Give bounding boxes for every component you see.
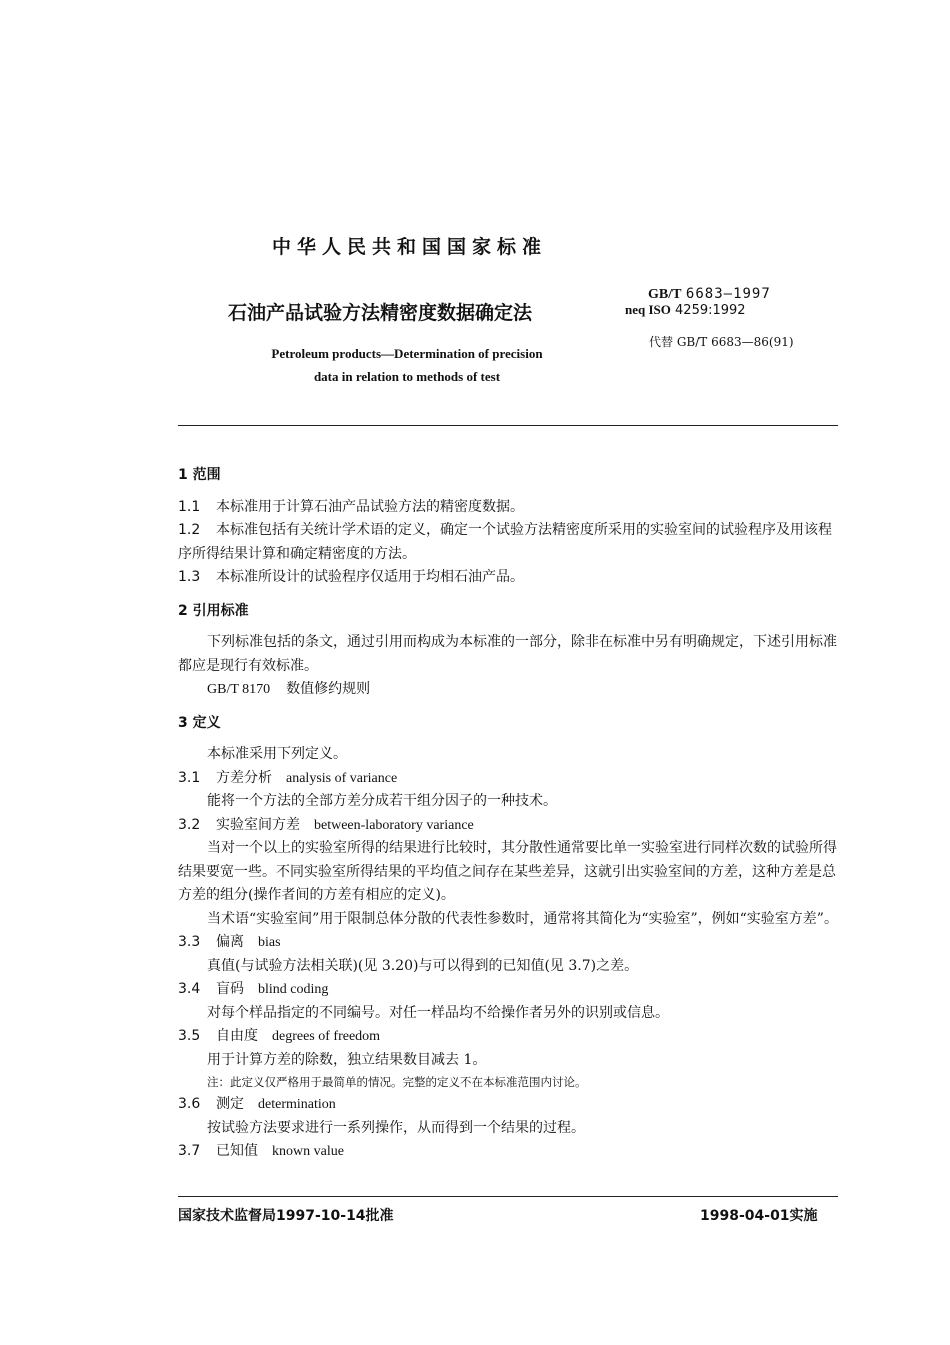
term-en: analysis of variance <box>286 770 398 786</box>
standard-title-en: Petroleum products—Determination of precision data in relation to methods of test <box>271 346 543 384</box>
header-divider <box>178 425 838 426</box>
reference-code: GB/T 8170 <box>207 682 271 697</box>
clause-number: 3.3 <box>178 934 201 950</box>
clause-number: 3.5 <box>178 1028 201 1044</box>
term-cn: 已知值 <box>216 1143 258 1159</box>
term-cn: 盲码 <box>216 981 244 997</box>
reference-title: 数值修约规则 <box>286 681 371 697</box>
term-cn: 测定 <box>216 1096 244 1112</box>
standard-code-prefix: GB/T <box>648 287 682 302</box>
clause-1-1 <box>178 496 838 520</box>
standard-title-cn: 石油产品试验方法精密度数据确定法 <box>228 302 533 324</box>
definition-text: 用于计算方差的除数，独立结果数目减去 1。 <box>207 1051 487 1068</box>
clause-number: 1.3 <box>178 569 201 585</box>
standard-code-number: 6683—1997 <box>685 286 771 302</box>
clause-number: 1.2 <box>178 522 201 538</box>
issued-date: 国家技术监督局1997-10-14批准 <box>178 1208 394 1224</box>
replaces-standard: 代替 GB/T 6683—86(91) <box>649 335 794 349</box>
clause-text: 本标准所设计的试验程序仅适用于均相石油产品。 <box>216 569 524 585</box>
clause-text: 本标准包括有关统计学术语的定义，确定一个试验方法精密度所采用的实验室间的试验程序及用该程序所得结果计算和确定精密度的方法。 <box>178 522 832 562</box>
definition-text: 按试验方法要求进行一系列操作，从而得到一个结果的过程。 <box>207 1119 585 1136</box>
footer-divider <box>178 1196 838 1197</box>
clause-number: 3.6 <box>178 1096 201 1112</box>
clause-number: 3.4 <box>178 981 201 997</box>
term-en: known value <box>272 1144 344 1159</box>
definition-3-4 <box>178 978 838 1002</box>
term-cn: 偏离 <box>216 934 244 950</box>
term-en: bias <box>258 935 281 950</box>
standard-code <box>648 286 771 303</box>
definition-3-2 <box>178 814 838 838</box>
section-heading-references: 2 引用标准 <box>178 602 249 619</box>
term-en: between-laboratory variance <box>314 817 474 833</box>
neq-label: neq ISO <box>625 302 671 317</box>
term-cn: 方差分析 <box>216 769 272 786</box>
definition-note: 注：此定义仅严格用于最简单的情况。完整的定义不在本标准范围内讨论。 <box>207 1075 587 1089</box>
definition-3-3 <box>178 931 838 955</box>
clause-number: 3.7 <box>178 1143 201 1159</box>
section-heading-definitions: 3 定义 <box>178 714 221 731</box>
term-cn: 自由度 <box>216 1028 258 1044</box>
definition-3-6 <box>178 1093 838 1117</box>
definition-text: 当术语“实验室间”用于限制总体分散的代表性参数时，通常将其简化为“实验室”，例如“实验室方差”。 <box>207 910 838 927</box>
reference-item <box>178 678 838 702</box>
clause-number: 3.2 <box>178 816 201 833</box>
national-standard-title: 中华人民共和国国家标准 <box>272 236 548 258</box>
definition-3-1 <box>178 767 838 791</box>
references-paragraph: 下列标准包括的条文，通过引用而构成为本标准的一部分，除非在标准中另有明确规定，下述引用标准都应是现行有效标准。 <box>178 634 837 674</box>
document-body <box>178 458 838 1164</box>
definition-text: 能将一个方法的全部方差分成若干组分因子的一种技术。 <box>207 793 557 809</box>
definition-3-5 <box>178 1025 838 1049</box>
definition-text: 真值(与试验方法相关联)(见 3.20)与可以得到的已知值(见 3.7)之差。 <box>207 957 639 974</box>
definitions-intro: 本标准采用下列定义。 <box>207 746 347 762</box>
clause-text: 本标准用于计算石油产品试验方法的精密度数据。 <box>216 498 524 515</box>
neq-number: 4259:1992 <box>675 303 746 318</box>
clause-1-3 <box>178 566 838 590</box>
definition-text: 对每个样品指定的不同编号。对任一样品均不给操作者另外的识别或信息。 <box>207 1004 669 1021</box>
clause-number: 1.1 <box>178 498 201 515</box>
clause-1-2 <box>178 519 838 566</box>
term-en: determination <box>258 1097 336 1112</box>
effective-date: 1998-04-01实施 <box>700 1208 818 1224</box>
term-en: blind coding <box>258 982 329 997</box>
definition-text: 当对一个以上的实验室所得的结果进行比较时，其分散性通常要比单一实验室进行同样次数的试验所得结果要宽一些。不同实验室所得结果的平均值之间存在某些差异，这就引出实验室间的方差，这种方差是总方差的组分(操作者间的方差有相应的定义)。 <box>178 840 837 903</box>
term-cn: 实验室间方差 <box>216 816 300 833</box>
section-heading-scope: 1 范围 <box>178 467 221 483</box>
neq-reference <box>625 302 746 318</box>
term-en: degrees of freedom <box>272 1029 381 1044</box>
clause-number: 3.1 <box>178 769 201 786</box>
definition-3-7 <box>178 1140 838 1164</box>
